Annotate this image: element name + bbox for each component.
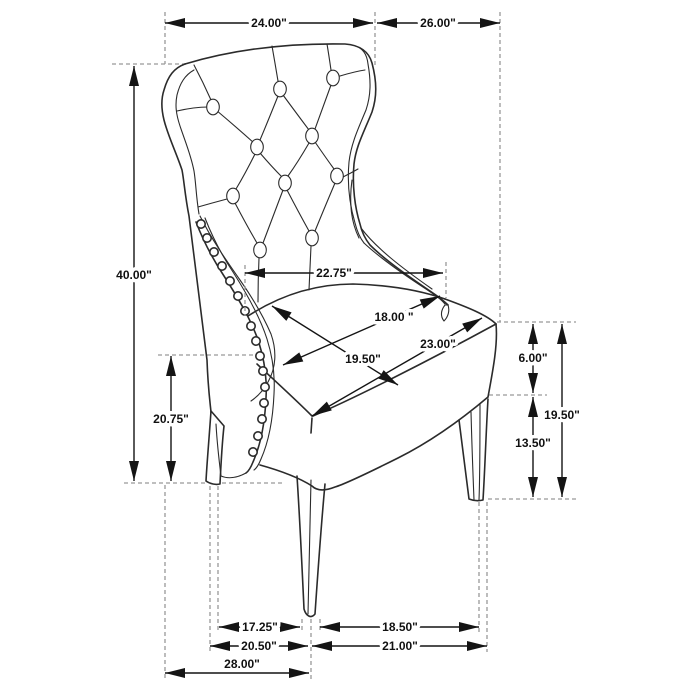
dim-seat-height bbox=[544, 324, 580, 497]
dim-label-overall-depth: 26.00" bbox=[420, 16, 456, 30]
dim-overall-depth bbox=[377, 16, 500, 30]
dim-label-footprint-right: 21.00" bbox=[382, 639, 418, 653]
dim-seat-front-width bbox=[312, 318, 482, 416]
dim-label-seat-height: 19.50" bbox=[544, 408, 580, 422]
dim-label-seat-front-width: 23.00" bbox=[420, 337, 456, 351]
dimensions bbox=[116, 16, 580, 673]
dim-footprint-left bbox=[210, 639, 308, 653]
right-arm-tip bbox=[441, 305, 448, 321]
dim-footprint-right bbox=[312, 639, 487, 653]
dim-arm-height bbox=[153, 356, 189, 481]
dim-seat-thickness bbox=[518, 324, 547, 393]
dim-label-overall-height: 40.00" bbox=[116, 268, 152, 282]
extension-lines bbox=[112, 12, 576, 679]
dim-overall-height bbox=[116, 66, 152, 481]
dim-label-seat-thickness: 6.00" bbox=[518, 351, 548, 365]
dim-label-seat-back-width: 18.00 " bbox=[374, 310, 414, 324]
chair-back-inner-left bbox=[176, 70, 199, 214]
dim-label-back-bottom-width: 22.75" bbox=[316, 266, 352, 280]
right-leg bbox=[459, 399, 488, 501]
dim-label-seat-depth: 19.50" bbox=[345, 352, 381, 366]
tufting-buttons bbox=[207, 70, 344, 258]
chair-drawing bbox=[162, 44, 497, 617]
dim-label-footprint-left: 20.50" bbox=[241, 639, 277, 653]
dim-label-leg-gap-right: 18.50" bbox=[382, 620, 418, 634]
dim-label-leg-gap-front: 17.25" bbox=[242, 620, 278, 634]
dim-back-width bbox=[165, 16, 373, 30]
dim-label-base-depth: 28.00" bbox=[224, 657, 260, 671]
dim-label-back-width: 24.00" bbox=[251, 16, 287, 30]
dim-back-bottom-width bbox=[245, 266, 443, 280]
dim-base-depth bbox=[165, 657, 309, 673]
left-arm-bottom-edge bbox=[216, 424, 246, 478]
dim-label-arm-height: 20.75" bbox=[153, 412, 189, 426]
front-leg bbox=[297, 476, 325, 616]
dim-leg-gap-right bbox=[320, 620, 479, 634]
dim-label-leg-height: 13.50" bbox=[515, 436, 551, 450]
dim-leg-gap-front bbox=[219, 620, 300, 634]
right-arm-under-line bbox=[361, 228, 432, 289]
rear-left-leg bbox=[206, 411, 224, 484]
